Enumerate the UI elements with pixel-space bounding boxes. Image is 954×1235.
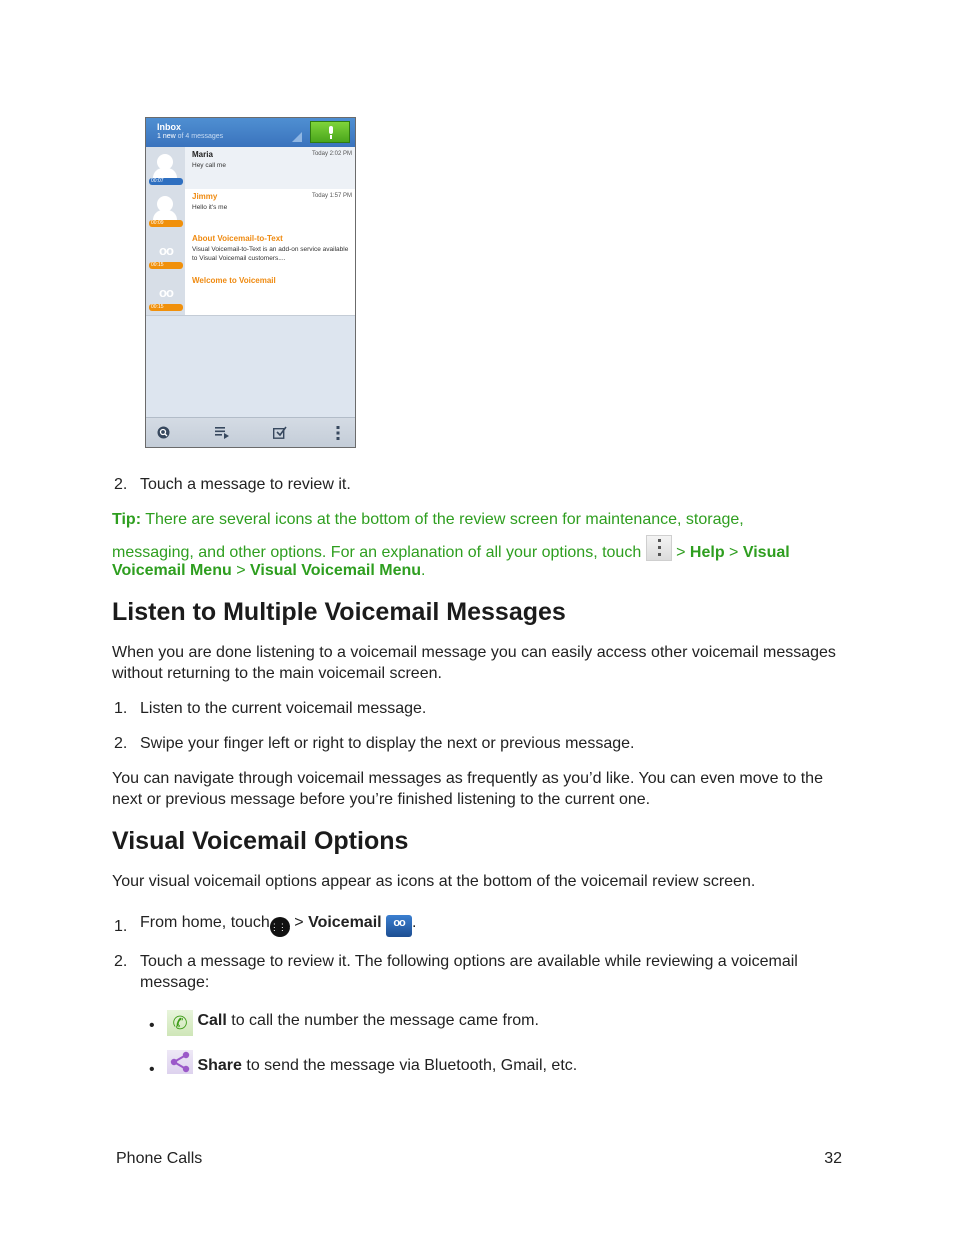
more-icon[interactable] xyxy=(336,426,340,443)
step-text: Touch a message to review it. xyxy=(140,476,351,493)
duration-badge: 00:15 xyxy=(149,262,183,269)
message-row[interactable] xyxy=(146,273,355,316)
section-intro: Your visual voicemail options appear as icons at the bottom of the voicemail review screen. xyxy=(112,873,756,890)
message-time: Today 2:02 PM xyxy=(311,151,352,157)
duration-badge: 00:07 xyxy=(149,178,183,185)
section-intro: When you are done listening to a voicemail message you can easily access other voicemail messages without returning to the main voicemail screen. xyxy=(112,644,836,682)
phone-bottom-toolbar xyxy=(146,417,355,447)
menu-icon xyxy=(646,535,672,561)
footer-section-name: Phone Calls xyxy=(116,1150,203,1167)
message-sender: Jimmy xyxy=(192,192,218,201)
step-text: From home, touch⋮⋮⋮ > Voicemail oo . xyxy=(140,908,852,938)
dropdown-corner-icon xyxy=(292,132,302,142)
duration-badge: 00:15 xyxy=(149,304,183,311)
message-row[interactable] xyxy=(146,231,355,274)
share-icon xyxy=(167,1050,193,1074)
tip-line-3: Voicemail Menu > Visual Voicemail Menu. xyxy=(112,562,426,579)
message-row[interactable] xyxy=(146,147,355,190)
select-icon[interactable] xyxy=(273,426,288,442)
step-number: 1. xyxy=(114,700,128,717)
voicemail-inbox-screenshot xyxy=(145,117,356,448)
bullet-dot: • xyxy=(149,1061,155,1078)
message-snippet: Hey call me xyxy=(192,162,226,169)
voicemail-app-icon: oo xyxy=(386,915,412,937)
bullet-item: Share to send the message via Bluetooth, Gmail, etc. xyxy=(167,1050,879,1081)
message-row[interactable] xyxy=(146,189,355,232)
step-text: Listen to the current voicemail message. xyxy=(140,700,427,717)
inbox-header xyxy=(146,118,355,147)
inbox-count: 1 new of 4 messages xyxy=(157,133,224,140)
message-time: Today 1:57 PM xyxy=(311,193,352,199)
step-text: Touch a message to review it. The following options are available while reviewing a voicemail message: xyxy=(140,953,798,991)
section-heading: Listen to Multiple Voicemail Messages xyxy=(112,598,566,626)
bullet-dot: • xyxy=(149,1017,155,1034)
step-text: Swipe your finger left or right to display the next or previous message. xyxy=(140,735,635,752)
list-play-icon[interactable] xyxy=(215,426,230,442)
microphone-icon[interactable] xyxy=(310,121,350,143)
voicemail-icon: oo xyxy=(159,285,173,300)
bullet-item: ✆ Call to call the number the message came from. xyxy=(167,1006,879,1036)
call-icon: ✆ xyxy=(167,1010,193,1036)
message-snippet: Hello it's me xyxy=(192,204,228,211)
inbox-title: Inbox xyxy=(157,122,181,132)
step-number: 1. xyxy=(114,918,128,935)
message-snippet: Visual Voicemail-to-Text is an add-on service available to Visual Voicemail customers.... xyxy=(192,246,349,262)
message-sender: Welcome to Voicemail xyxy=(192,276,276,285)
apps-icon: ⋮⋮⋮ xyxy=(270,917,290,937)
message-sender: About Voicemail-to-Text xyxy=(192,234,283,243)
tip-label: Tip: xyxy=(112,511,142,528)
page-number: 32 xyxy=(824,1150,842,1167)
section-heading: Visual Voicemail Options xyxy=(112,827,409,855)
step-number: 2. xyxy=(114,735,128,752)
step-number: 2. xyxy=(114,953,128,970)
tip-line-2: messaging, and other options. For an explanation of all your options, touch > Help > Visual xyxy=(112,535,852,566)
search-icon[interactable] xyxy=(157,426,170,442)
voicemail-icon: oo xyxy=(159,243,173,258)
section-outro: You can navigate through voicemail messages as frequently as you’d like. You can even move to the next or previous message before you’re finished listening to the current one. xyxy=(112,770,823,808)
tip-line-1: Tip: There are several icons at the bottom of the review screen for maintenance, storage, xyxy=(112,511,744,528)
duration-badge: 00:09 xyxy=(149,220,183,227)
message-sender: Maria xyxy=(192,150,213,159)
step-number: 2. xyxy=(114,476,128,493)
